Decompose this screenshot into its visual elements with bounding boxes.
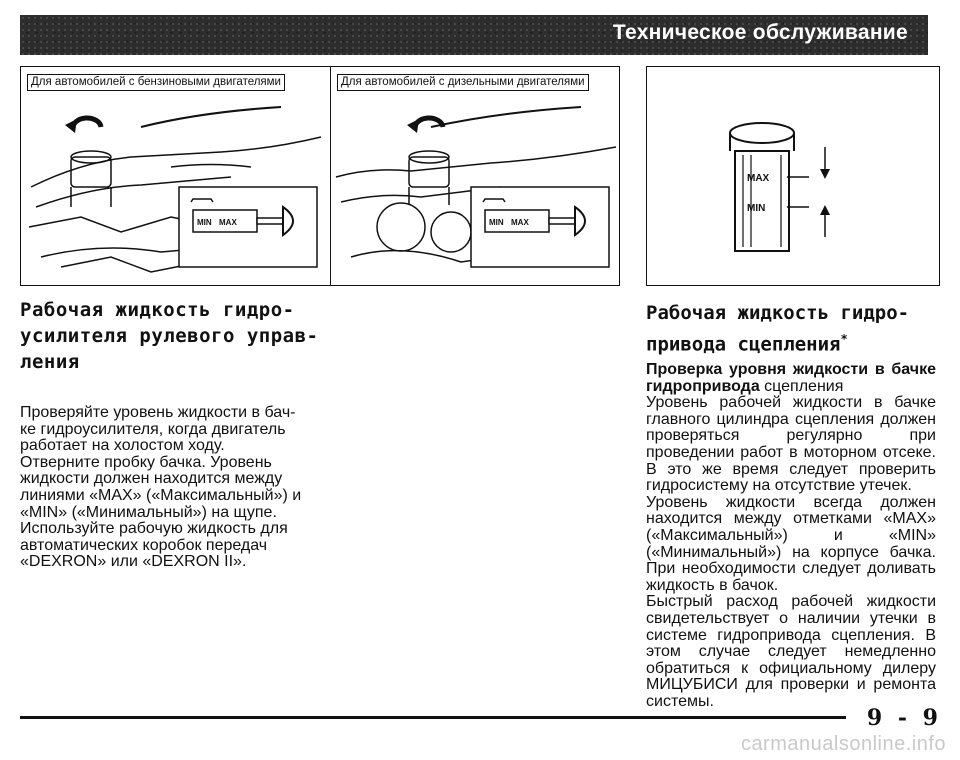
clutch-reservoir-illustration	[646, 66, 940, 286]
text-line: автоматических коробок передач	[20, 536, 268, 554]
heading-line: Рабочая жидкость гидро-	[20, 299, 295, 321]
text-line: работает на холостом ходу.	[20, 437, 225, 455]
paragraph: Уровень жидкости всегда должен находится между отметками «MAX» («Максимальный») и «MIN» («Минимальный») на корпусе бачка. При необходимости следует доливать жидкость в бачок.	[646, 493, 936, 594]
dipstick-callout	[471, 187, 609, 267]
rotate-arrow-icon	[415, 118, 443, 129]
heading-line: Рабочая жидкость гидро-	[646, 302, 910, 324]
text-line: Используйте рабочую жидкость для	[20, 520, 288, 538]
footer-rule	[20, 716, 846, 719]
heading-line: ления	[20, 351, 80, 373]
power-steering-heading	[20, 297, 318, 375]
page-title: Техническое обслуживание	[612, 21, 908, 44]
diesel-engine-illustration	[330, 66, 620, 286]
text-line: Отверните пробку бачка. Уровень	[20, 453, 272, 471]
subheading-paragraph	[646, 362, 936, 395]
page-number: 9 - 9	[866, 705, 942, 731]
dipstick-min-label: MIN	[197, 218, 212, 227]
text-line: «DEXRON» или «DEXRON II».	[20, 553, 247, 571]
paragraph: Быстрый расход рабочей жидкости свидетельствует о наличии утечки в системе гидропривода сцепления. В этом случае следует немедленно обратиться к официальному дилеру МИЦУБИСИ для проверки и ремонта системы.	[646, 593, 936, 710]
watermark: carmanualsonline.info	[740, 733, 946, 755]
text-line: Проверяйте уровень жидкости в бач-	[20, 404, 296, 421]
dipstick-callout	[179, 187, 317, 267]
clutch-fluid-text	[646, 362, 936, 710]
power-steering-text	[20, 405, 310, 571]
subheading-tail: сцепления	[759, 377, 844, 395]
text-line: «MIN» («Минимальный») на щупе.	[20, 503, 277, 521]
heading-line: усилителя рулевого управ-	[20, 325, 319, 347]
heading-text: привода сцепления	[646, 333, 841, 356]
diesel-engine-drawing	[331, 67, 620, 286]
dipstick-max-label: MAX	[219, 218, 237, 227]
reservoir-drawing	[647, 67, 940, 286]
dipstick-min-label: MIN	[489, 218, 504, 227]
text-line: линиями «MAX» («Максимальный») и	[20, 486, 302, 504]
footnote-mark: *	[840, 332, 848, 346]
dipstick-max-label: MAX	[511, 218, 529, 227]
clutch-fluid-heading	[646, 300, 909, 357]
text-line: ке гидроусилителя, когда двигатель	[20, 420, 286, 438]
subheading: Проверка уровня жидкости в бачке гидропривода	[646, 361, 936, 395]
diesel-figure-caption: Для автомобилей с дизельными двигателями	[337, 74, 589, 91]
paragraph: Уровень рабочей жидкости в бачке главного цилиндра сцепления должен проверяться регулярно при проведении работ в моторном отсеке. В это же время следует проверить гидросистему на отсутствие утечек.	[646, 394, 936, 495]
header-bar	[20, 15, 928, 55]
heading-line	[646, 326, 909, 357]
petrol-engine-drawing	[21, 67, 334, 286]
rotate-arrow-icon	[73, 118, 101, 129]
reservoir-max-label: MAX	[747, 173, 770, 184]
reservoir-min-label: MIN	[747, 203, 766, 214]
petrol-figure-caption: Для автомобилей с бензиновыми двигателями	[27, 74, 285, 91]
text-line: жидкости должен находится между	[20, 470, 283, 488]
petrol-engine-illustration	[20, 66, 334, 286]
